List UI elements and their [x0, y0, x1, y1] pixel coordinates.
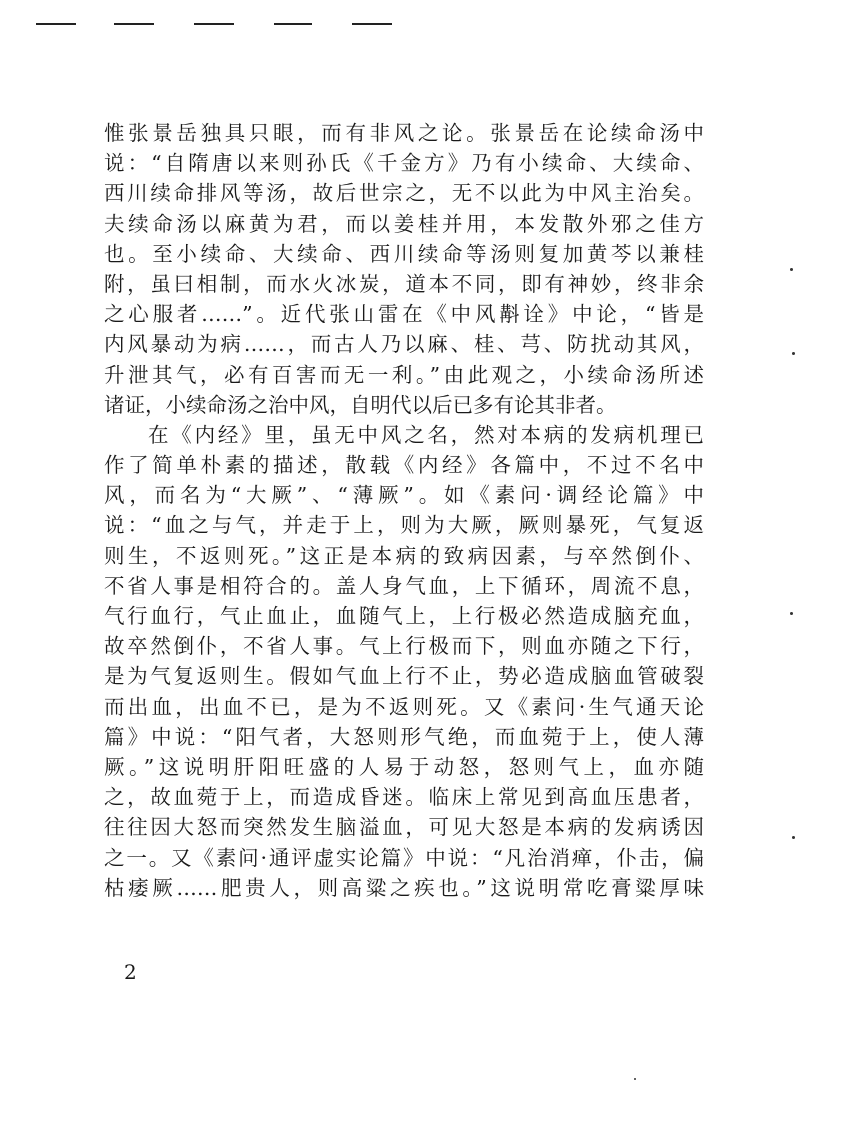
paragraph-1 — [104, 118, 704, 420]
page-number: 2 — [124, 960, 137, 984]
text-line: 气行血行，气止血止，血随气上，上行极必然造成脑充血， — [104, 604, 704, 628]
text-line: 惟张景岳独具只眼，而有非风之论。张景岳在论续命汤中 — [104, 121, 704, 145]
text-line: 之，故血菀于上，而造成昏迷。临床上常见到高血压患者， — [104, 785, 704, 810]
text-line: 不省人事是相符合的。盖人身气血，上下循环，周流不息， — [104, 573, 704, 598]
header-rule-dash — [36, 23, 76, 25]
text-line: 夫续命汤以麻黄为君，而以姜桂并用，本发散外邪之佳方 — [104, 211, 704, 236]
text-line: 之心服者……”。近代张山雷在《中风斠诠》中论，“皆是 — [104, 302, 704, 327]
text-line: 故卒然倒仆，不省人事。气上行极而下，则血亦随之下行， — [104, 634, 704, 659]
header-rule-dash — [194, 23, 234, 25]
scan-speck — [792, 352, 795, 355]
text-line: 厥。”这说明肝阳旺盛的人易于动怒，怒则气上，血亦随 — [104, 754, 704, 779]
scan-speck — [634, 1078, 636, 1080]
scan-speck — [792, 836, 795, 839]
text-line: 篇》中说：“阳气者，大怒则形气绝，而血菀于上，使人薄 — [104, 724, 704, 749]
text-line: 风，而名为“大厥”、“薄厥”。如《素问·调经论篇》中 — [104, 483, 704, 508]
header-rule-dash — [352, 23, 392, 25]
text-line: 往往因大怒而突然发生脑溢血，可见大怒是本病的发病诱因 — [104, 815, 704, 840]
text-line: 附，虽曰相制，而水火冰炭，道本不同，即有神妙，终非余 — [104, 271, 704, 296]
text-line: 升泄其气，必有百害而无一利。”由此观之，小续命汤所述 — [104, 362, 704, 387]
text-line: 是为气复返则生。假如气血上行不止，势必造成脑血管破裂 — [104, 664, 704, 689]
header-rule-dash — [114, 23, 154, 25]
text-line: 枯痿厥……肥贵人，则高粱之疾也。”这说明常吃膏粱厚味 — [104, 875, 704, 900]
header-rule-dash — [274, 23, 312, 25]
scan-speck — [790, 268, 793, 271]
text-line: 内风暴动为病……，而古人乃以麻、桂、芎、防扰动其风， — [104, 332, 704, 357]
text-line: 说：“自隋唐以来则孙氏《千金方》乃有小续命、大续命、 — [104, 151, 704, 176]
text-line: 而出血，出血不已，是为不返则死。又《素问·生气通天论 — [104, 694, 704, 719]
text-line: 诸证，小续命汤之治中风，自明代以后已多有论其非者。 — [104, 392, 617, 417]
text-line: 在《内经》里，虽无中风之名，然对本病的发病机理已 — [148, 422, 704, 447]
paragraph-2 — [104, 420, 704, 903]
text-line: 西川续命排风等汤，故后世宗之，无不以此为中风主治矣。 — [104, 181, 704, 206]
text-line: 作了简单朴素的描述，散载《内经》各篇中，不过不名中 — [104, 453, 704, 478]
text-line: 之一。又《素问·通评虚实论篇》中说：“凡治消瘅，仆击，偏 — [104, 845, 704, 870]
text-line: 则生，不返则死。”这正是本病的致病因素，与卒然倒仆、 — [104, 543, 704, 568]
text-line: 说：“血之与气，并走于上，则为大厥，厥则暴死，气复返 — [104, 513, 704, 538]
text-line: 也。至小续命、大续命、西川续命等汤则复加黄芩以兼桂 — [104, 241, 704, 266]
scan-speck — [790, 612, 793, 615]
body-text — [104, 118, 704, 903]
